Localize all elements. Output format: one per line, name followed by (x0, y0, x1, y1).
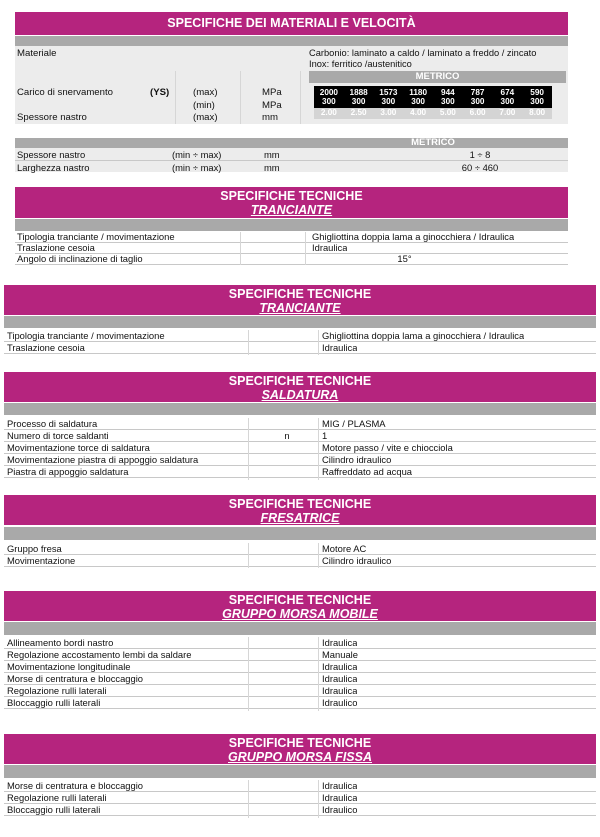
ys-min-value: 300 (500, 97, 515, 106)
morsa-fissa-title: SPECIFICHE TECNICHE (228, 736, 372, 750)
row-label: Tipologia tranciante / movimentazione (17, 232, 175, 242)
row-label: Regolazione accostamento lembi da saldare (7, 649, 192, 660)
table-row (4, 792, 596, 804)
fresatrice-header (4, 495, 596, 525)
row-value: Manuale (322, 649, 358, 660)
carico-label: Carico di snervamento (17, 87, 113, 98)
table-row (4, 342, 596, 354)
spessore-unit: mm (262, 112, 278, 123)
ys-max-value: 944 (441, 88, 455, 97)
morsa-mobile-subtitle: GRUPPO MORSA MOBILE (222, 606, 378, 621)
table-row (15, 232, 568, 243)
table-row (15, 243, 568, 254)
row-value: Idraulico (322, 697, 358, 708)
table-row (4, 543, 596, 555)
spessore-values-row (314, 108, 552, 119)
row-value: 1 (322, 430, 328, 441)
table-row (4, 430, 596, 442)
row-label: Tipologia tranciante / movimentazione (7, 330, 165, 341)
row-value: Raffreddato ad acqua (322, 466, 413, 477)
row-value: Idraulica (322, 685, 358, 696)
table-row (4, 673, 596, 685)
ys-max-value: 674 (500, 88, 515, 97)
table-row (4, 661, 596, 673)
morsa-fissa-subtitle: GRUPPO MORSA FISSA (228, 749, 372, 764)
spessore-max-value: 6.00 (469, 108, 486, 117)
table-row (15, 254, 568, 265)
row-label: Numero di torce saldanti (7, 430, 109, 441)
tranciante-gray-bar-2 (4, 316, 596, 328)
carico-min: (min) (193, 100, 215, 111)
row-value: Motore passo / vite e chiocciola (322, 442, 453, 453)
strip-range: (min ÷ max) (172, 150, 222, 160)
fresatrice-table (4, 543, 596, 567)
spessore-max-value: 4.00 (410, 108, 427, 117)
saldatura-header (4, 372, 596, 402)
row-value: Idraulica (322, 637, 358, 648)
morsa-mobile-title: SPECIFICHE TECNICHE (228, 593, 372, 607)
tranciante-subtitle: TRANCIANTE (259, 300, 341, 315)
ys-max-value: 590 (530, 88, 544, 97)
table-row (4, 804, 596, 816)
row-label: Morse di centratura e bloccaggio (7, 780, 144, 791)
table-row (4, 418, 596, 430)
row-value: Idraulica (312, 243, 348, 253)
row-value: Ghigliottina doppia lama a ginocchiera / Idraulica (312, 232, 515, 242)
row-label: Processo di saldatura (7, 418, 98, 429)
strip-unit: mm (264, 150, 280, 160)
spessore-max-value: 2.50 (350, 108, 367, 117)
table-row (4, 555, 596, 567)
row-label: Movimentazione piastra di appoggio saldatura (7, 454, 199, 465)
carico-min-unit: MPa (262, 100, 282, 111)
ys-min-value: 300 (351, 97, 366, 106)
carico-max-unit: MPa (262, 87, 282, 98)
saldatura-gray-bar (4, 403, 596, 415)
ys-max-value: 787 (470, 88, 485, 97)
row-unit: n (284, 430, 290, 441)
spessore-max-value: 8.00 (529, 108, 546, 117)
row-value: MIG / PLASMA (322, 418, 386, 429)
ys-min-value: 300 (470, 97, 485, 106)
strip-range: (min ÷ max) (172, 163, 222, 173)
strip-value: 1 ÷ 8 (469, 150, 491, 160)
tranciante-title: SPECIFICHE TECNICHE (220, 189, 363, 203)
morsa-fissa-header (4, 734, 596, 764)
table-row (4, 649, 596, 661)
fresatrice-title: SPECIFICHE TECNICHE (228, 497, 372, 511)
row-label: Traslazione cesoia (17, 243, 95, 253)
strip-row (15, 163, 568, 173)
carico-max: (max) (193, 87, 218, 98)
metrico-header: METRICO (309, 71, 566, 83)
row-value: Idraulico (322, 804, 358, 815)
ys-min-value: 300 (441, 97, 455, 106)
saldatura-subtitle: SALDATURA (261, 387, 339, 402)
table-row (4, 330, 596, 342)
row-label: Bloccaggio rulli laterali (7, 804, 101, 815)
saldatura-title: SPECIFICHE TECNICHE (228, 374, 372, 388)
strip-label: Spessore nastro (17, 150, 86, 160)
materials-title: SPECIFICHE DEI MATERIALI E VELOCITÀ (167, 16, 416, 30)
strip-rows (15, 150, 568, 173)
row-label: Bloccaggio rulli laterali (7, 697, 101, 708)
ys-min-value: 300 (381, 97, 396, 106)
row-label: Morse di centratura e bloccaggio (7, 673, 144, 684)
row-value: Idraulica (322, 792, 358, 803)
row-value: Ghigliottina doppia lama a ginocchiera / Idraulica (322, 330, 525, 341)
saldatura-table (4, 418, 596, 478)
spessore-max-value: 3.00 (380, 108, 397, 117)
row-label: Angolo di inclinazione di taglio (17, 254, 143, 264)
row-value: Idraulica (322, 673, 358, 684)
row-value: 15° (397, 254, 412, 264)
row-label: Allineamento bordi nastro (7, 637, 114, 648)
tranciante-gray-bar-1 (15, 219, 568, 231)
ys-max-value: 1573 (379, 88, 398, 97)
row-label: Movimentazione (7, 555, 76, 566)
morsa-fissa-table (4, 780, 596, 816)
strip-unit: mm (264, 163, 280, 173)
table-row (4, 637, 596, 649)
materials-gray-bar (15, 36, 568, 46)
row-value: Cilindro idraulico (322, 454, 392, 465)
table-row (4, 685, 596, 697)
row-value: Motore AC (322, 543, 367, 554)
ys-min-row (314, 97, 552, 106)
ys-max-value: 1888 (349, 88, 368, 97)
tranciante-title: SPECIFICHE TECNICHE (228, 287, 372, 301)
morsa-mobile-gray-bar (4, 622, 596, 635)
row-label: Regolazione rulli laterali (7, 792, 107, 803)
carico-ys: (YS) (150, 87, 170, 98)
ys-max-row (314, 88, 552, 97)
spessore-max-value: 2.00 (320, 108, 337, 117)
spessore-label: Spessore nastro (17, 112, 87, 123)
row-label: Regolazione rulli laterali (7, 685, 107, 696)
tranciante-header-1 (15, 187, 568, 218)
ys-min-value: 300 (530, 97, 544, 106)
row-value: Idraulica (322, 780, 358, 791)
row-label: Gruppo fresa (7, 543, 62, 554)
table-row (4, 442, 596, 454)
row-label: Piastra di appoggio saldatura (7, 466, 129, 477)
ys-max-value: 2000 (319, 88, 338, 97)
table-row (4, 454, 596, 466)
tranciante-header-2 (4, 285, 596, 315)
materiale-value-1: Carbonio: laminato a caldo / laminato a freddo / zincato (309, 48, 537, 58)
strip-metrico-header: METRICO (382, 138, 484, 148)
spessore-max: (max) (193, 112, 218, 123)
morsa-mobile-header (4, 591, 596, 621)
spessore-max-value: 5.00 (439, 108, 456, 117)
ys-min-value: 300 (411, 97, 425, 106)
fresatrice-gray-bar (4, 527, 596, 540)
row-value: Idraulica (322, 661, 358, 672)
strip-row (15, 150, 568, 161)
strip-label: Larghezza nastro (17, 163, 90, 173)
strip-gray-bar (15, 138, 568, 148)
morsa-fissa-gray-bar (4, 765, 596, 778)
strip-value: 60 ÷ 460 (461, 163, 499, 173)
spessore-max-value: 7.00 (499, 108, 516, 117)
table-row (4, 780, 596, 792)
materiale-label: Materiale (17, 48, 57, 59)
row-label: Traslazione cesoia (7, 342, 85, 353)
ys-values-block (314, 86, 552, 108)
materiale-value-2: Inox: ferritico /austenitico (309, 59, 412, 69)
row-label: Movimentazione longitudinale (7, 661, 131, 672)
ys-min-value: 300 (322, 97, 336, 106)
row-value: Cilindro idraulico (322, 555, 392, 566)
row-value: Idraulica (322, 342, 358, 353)
tranciante-subtitle: TRANCIANTE (250, 202, 333, 217)
fresatrice-subtitle: FRESATRICE (260, 510, 340, 525)
ys-max-value: 1180 (409, 88, 427, 97)
tranciante-table-2 (4, 330, 596, 354)
table-row (4, 697, 596, 709)
tranciante-table-1 (15, 232, 568, 265)
row-label: Movimentazione torce di saldatura (7, 442, 150, 453)
morsa-mobile-table (4, 637, 596, 709)
table-row (4, 466, 596, 478)
materials-header (15, 12, 568, 35)
